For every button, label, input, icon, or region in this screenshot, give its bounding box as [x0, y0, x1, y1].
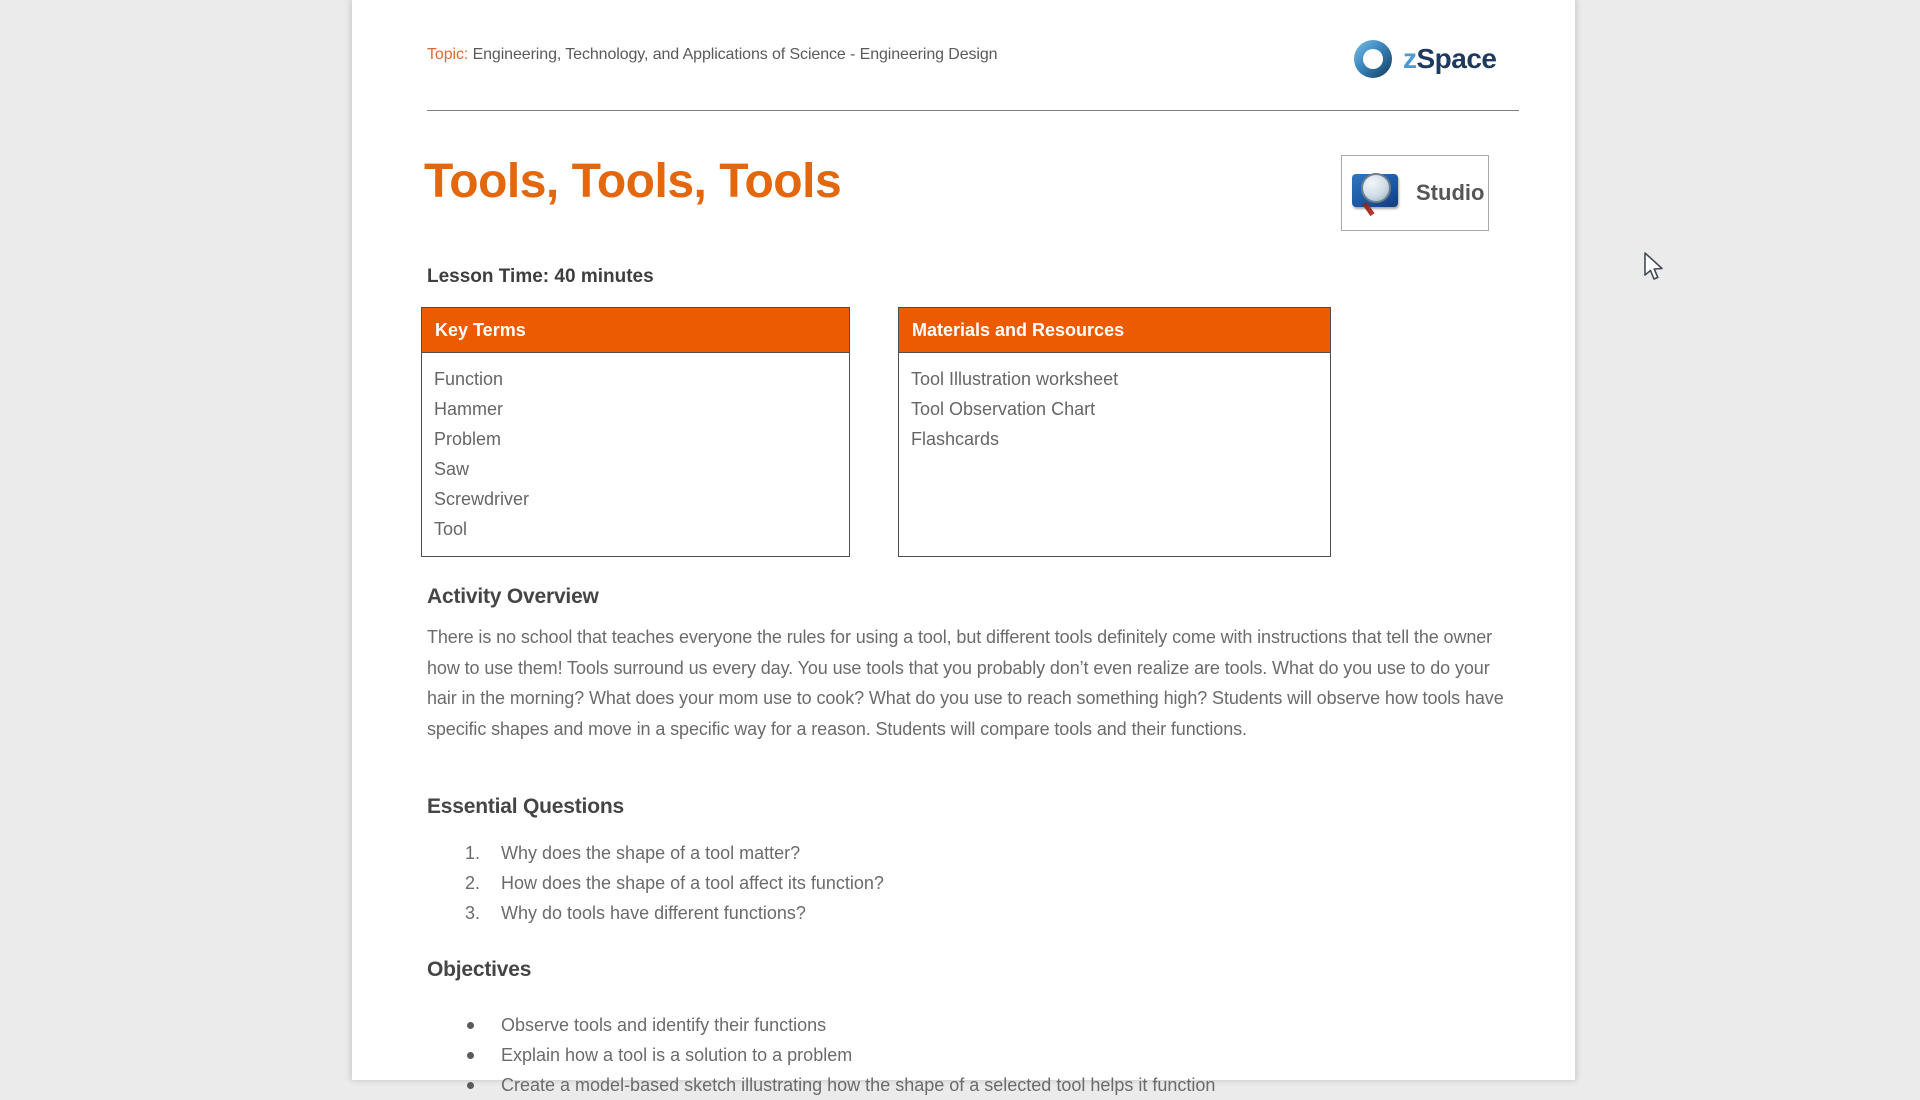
materials-header: Materials and Resources: [898, 307, 1331, 353]
essential-questions-list: [427, 838, 884, 928]
list-item-text: Why do tools have different functions?: [501, 903, 806, 923]
objectives-list: [427, 1010, 1527, 1100]
list-item: [434, 424, 837, 454]
list-item: [911, 394, 1318, 424]
list-item: [434, 364, 837, 394]
list-item-text: Saw: [434, 459, 470, 479]
list-item: [427, 1010, 1527, 1040]
list-number: 1.: [465, 843, 481, 863]
list-item: [427, 868, 884, 898]
list-item: [427, 1040, 1527, 1070]
studio-button-label: Studio: [1416, 180, 1485, 205]
list-item: [434, 394, 837, 424]
list-item: [911, 424, 1318, 454]
zspace-logo: [1354, 39, 1497, 79]
list-item-text: Hammer: [434, 399, 504, 419]
key-terms-header: Key Terms: [421, 307, 850, 353]
list-number: 3.: [465, 903, 481, 923]
activity-overview-body: There is no school that teaches everyone the rules for using a tool, but different tools definitely come with instructions that tell the owner how to use them! Tools surround us every day. You use tools that you probably don’t even realize are tools. What do you use to do your hair in the morning? What does your mom use to cook? What do you use to reach something high? Students will observe how tools have specific shapes and move in a specific way for a reason. Students will compare tools and their functions.: [427, 627, 1504, 739]
studio-app-icon: [1351, 167, 1403, 219]
topic-line: [427, 46, 997, 64]
list-item-text: Screwdriver: [434, 489, 530, 509]
list-item: [427, 1070, 1527, 1100]
list-item-text: Flashcards: [911, 429, 1000, 449]
materials-table: [898, 307, 1331, 557]
list-item-text: Tool: [434, 519, 468, 539]
header-divider: [427, 110, 1519, 111]
materials-list: [911, 364, 1318, 454]
key-terms-list: [434, 364, 837, 544]
list-item-text: Problem: [434, 429, 502, 449]
list-item-text: Function: [434, 369, 504, 389]
objectives-heading: Objectives: [427, 958, 532, 981]
list-item-text: Tool Observation Chart: [911, 399, 1096, 419]
bullet-icon: [465, 1040, 501, 1070]
list-item: [427, 838, 884, 868]
list-number: 2.: [465, 873, 481, 893]
list-item: [434, 454, 837, 484]
studio-button[interactable]: [1341, 155, 1489, 231]
activity-overview-heading: Activity Overview: [427, 585, 599, 608]
key-terms-body: [421, 353, 850, 557]
mouse-cursor: [1643, 252, 1665, 284]
list-item-text: Observe tools and identify their functions: [501, 1015, 827, 1035]
bullet-icon: [465, 1010, 501, 1040]
zspace-logo-icon: [1354, 40, 1392, 78]
essential-questions-heading: Essential Questions: [427, 795, 624, 818]
list-item: [911, 364, 1318, 394]
list-item: [434, 484, 837, 514]
list-item-text: Why does the shape of a tool matter?: [501, 843, 801, 863]
lesson-time: Lesson Time: 40 minutes: [427, 266, 654, 287]
zspace-logo-text: zSpace: [1403, 43, 1497, 74]
list-item: [427, 898, 884, 928]
topic-text: Engineering, Technology, and Applications of Science - Engineering Design: [472, 46, 998, 63]
list-item: [434, 514, 837, 544]
list-item-text: Tool Illustration worksheet: [911, 369, 1119, 389]
document-page[interactable]: [351, 0, 1576, 1095]
page-title: Tools, Tools, Tools: [424, 155, 842, 208]
list-item-text: Create a model-based sketch illustrating how the shape of a selected tool helps it function: [501, 1075, 1216, 1095]
key-terms-table: [421, 307, 850, 557]
bullet-icon: [465, 1070, 501, 1100]
list-item-text: How does the shape of a tool affect its function?: [501, 873, 884, 893]
topic-label: Topic:: [427, 46, 469, 63]
materials-body: [898, 353, 1331, 557]
magnifier-icon: [1361, 173, 1391, 203]
list-item-text: Explain how a tool is a solution to a problem: [501, 1045, 853, 1065]
